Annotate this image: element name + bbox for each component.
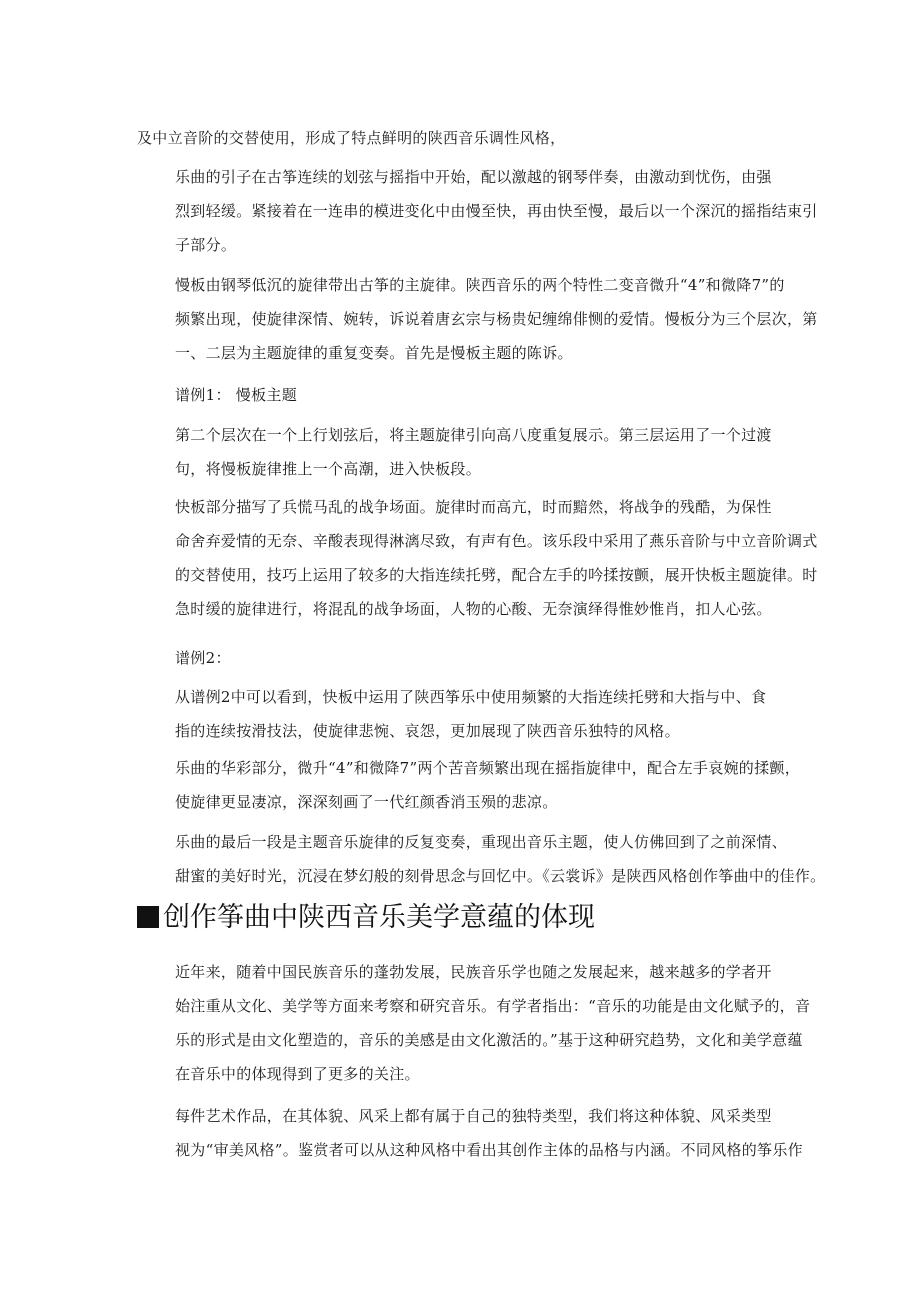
text-line: 第二个层次在一个上行划弦后，将主题旋律引向高八度重复展示。第三层运用了一个过渡 xyxy=(175,426,772,444)
score-example-1-caption xyxy=(137,378,797,412)
text-line: 从谱例2中可以看到，快板中运用了陕西筝乐中使用频繁的大指连续托劈和大指与中、食 xyxy=(175,688,767,706)
text-line: 烈到轻缓。紧接着在一连串的模进变化中由慢至快，再由快至慢，最后以一个深沉的摇指结束引 xyxy=(175,202,818,220)
text-line: 始注重从文化、美学等方面来考察和研究音乐。有学者指出：“音乐的功能是由文化赋予的，音 xyxy=(175,997,811,1015)
paragraph-slow-section xyxy=(137,268,818,370)
text-line: 乐曲的最后一段是主题音乐旋律的反复变奏，重现出音乐主题，使人仿佛回到了之前深情、 xyxy=(175,833,788,851)
text-line: 谱例1： 慢板主题 xyxy=(175,386,298,404)
text-line: 句，将慢板旋律推上一个高潮，进入快板段。 xyxy=(175,460,482,478)
text-line: 视为“审美风格”。鉴赏者可以从这种风格中看出其创作主体的品格与内涵。不同风格的筝乐作 xyxy=(175,1141,803,1159)
text-line: 指的连续按滑技法，使旋律悲惋、哀怨，更加展现了陕西音乐独特的风格。 xyxy=(175,722,680,740)
text-line: 一、二层为主题旋律的重复变奏。首先是慢板主题的陈诉。 xyxy=(175,344,573,362)
text-line: 慢板由钢琴低沉的旋律带出古筝的主旋律。陕西音乐的两个特性二变音微升“4”和微降7”的 xyxy=(175,276,785,294)
text-line: 急时缓的旋律进行，将混乱的战争场面，人物的心酸、无奈演绎得惟妙惟肖，扣人心弦。 xyxy=(175,600,772,618)
paragraph-fast-section xyxy=(137,490,818,626)
text-line: 每件艺术作品，在其体貌、风采上都有属于自己的独特类型，我们将这种体貌、风采类型 xyxy=(175,1107,772,1125)
text-line: 命舍弃爱情的无奈、辛酸表现得淋漓尽致，有声有色。该乐段中采用了燕乐音阶与中立音阶调式 xyxy=(175,532,818,550)
text-line: 快板部分描写了兵慌马乱的战争场面。旋律时而高亢，时而黯然，将战争的残酷，为保性 xyxy=(175,498,772,516)
square-bullet-icon xyxy=(137,906,159,928)
text-line: 在音乐中的体现得到了更多的关注。 xyxy=(175,1065,420,1083)
paragraph-introduction xyxy=(137,160,818,262)
section-heading xyxy=(137,896,817,940)
section-heading-text: 创作筝曲中陕西音乐美学意蕴的体现 xyxy=(163,902,595,933)
paragraph-second-layer xyxy=(137,418,797,486)
paragraph-ethnomusicology xyxy=(137,955,811,1091)
text-line: 的交替使用，技巧上运用了较多的大指连续托劈，配合左手的吟揉按颤，展开快板主题旋律。时 xyxy=(175,566,818,584)
text-line: 乐的形式是由文化塑造的，音乐的美感是由文化激活的。”基于这种研究趋势，文化和美学意蕴 xyxy=(175,1031,803,1049)
paragraph-aesthetic-style xyxy=(137,1099,803,1167)
text-line: 及中立音阶的交替使用，形成了特点鲜明的陕西音乐调性风格， xyxy=(137,129,566,147)
paragraph-cadenza xyxy=(137,751,800,819)
text-line: 频繁出现，使旋律深情、婉转，诉说着唐玄宗与杨贵妃缠绵俳恻的爱情。慢板分为三个层次，第 xyxy=(175,310,818,328)
score-example-2-caption xyxy=(137,641,797,675)
text-line: 甜蜜的美好时光，沉浸在梦幻般的刻骨思念与回忆中。《云裳诉》是陕西风格创作筝曲中的佳作。 xyxy=(175,867,826,885)
text-line: 乐曲的华彩部分，微升“4”和微降7”两个苦音频繁出现在摇指旋律中，配合左手哀婉的揉颤， xyxy=(175,759,800,777)
paragraph-finale xyxy=(137,825,826,893)
paragraph-intro-continuation xyxy=(137,121,797,155)
text-line: 子部分。 xyxy=(175,236,237,254)
text-line: 使旋律更显凄凉，深深刻画了一代红颜香消玉殒的悲凉。 xyxy=(175,793,558,811)
paragraph-example-2-analysis xyxy=(137,680,797,748)
text-line: 乐曲的引子在古筝连续的划弦与摇指中开始，配以激越的钢琴伴奏，由激动到忧伤，由强 xyxy=(175,168,772,186)
text-line: 谱例2： xyxy=(175,649,231,667)
text-line: 近年来，随着中国民族音乐的蓬勃发展，民族音乐学也随之发展起来，越来越多的学者开 xyxy=(175,963,772,981)
